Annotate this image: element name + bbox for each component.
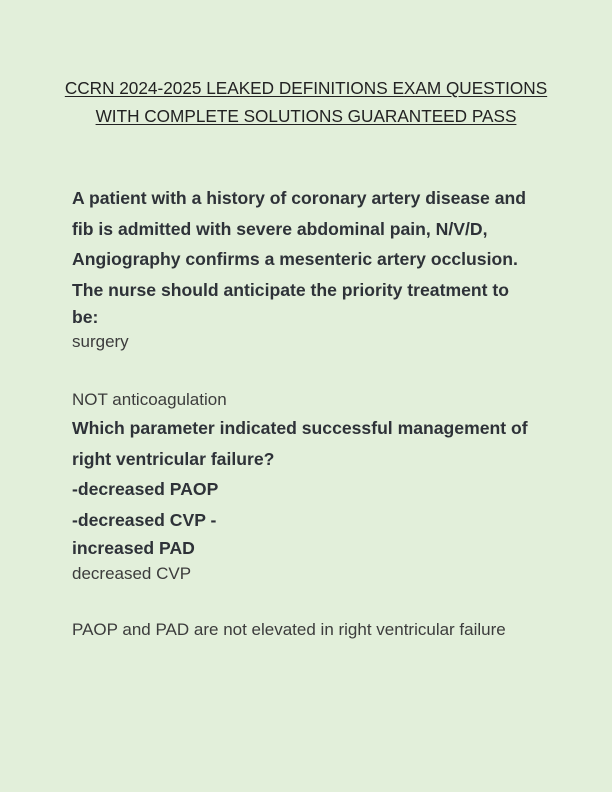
answer-2: decreased CVP bbox=[72, 564, 192, 583]
question-2-line-5: increased PAD bbox=[72, 538, 195, 558]
question-2 bbox=[72, 413, 552, 643]
answer-2-note: PAOP and PAD are not elevated in right ventricular failure bbox=[72, 620, 506, 639]
question-2-line-1: Which parameter indicated successful management of bbox=[72, 418, 528, 438]
answer-1-note: NOT anticoagulation bbox=[72, 390, 227, 409]
question-2-line-4: -decreased CVP - bbox=[72, 509, 217, 530]
question-1-line-2: fib is admitted with severe abdominal pain, N/V/D, bbox=[72, 218, 488, 239]
question-1-line-1: A patient with a history of coronary artery disease and bbox=[72, 188, 526, 208]
question-1-line-5: be: bbox=[72, 307, 99, 327]
document-body bbox=[72, 183, 552, 643]
answer-1: surgery bbox=[72, 332, 129, 351]
question-1 bbox=[72, 183, 552, 413]
question-1-line-4: The nurse should anticipate the priority treatment to bbox=[72, 279, 509, 300]
spacer bbox=[72, 587, 552, 617]
question-2-line-3: -decreased PAOP bbox=[72, 479, 219, 499]
spacer bbox=[72, 355, 552, 387]
question-1-line-3: Angiography confirms a mesenteric artery occlusion. bbox=[72, 249, 518, 269]
title-line-1: CCRN 2024-2025 LEAKED DEFINITIONS EXAM QUESTIONS bbox=[64, 78, 548, 98]
document-title bbox=[0, 74, 612, 130]
title-line-2: WITH COMPLETE SOLUTIONS GUARANTEED PASS bbox=[95, 106, 517, 126]
question-2-line-2: right ventricular failure? bbox=[72, 448, 275, 469]
